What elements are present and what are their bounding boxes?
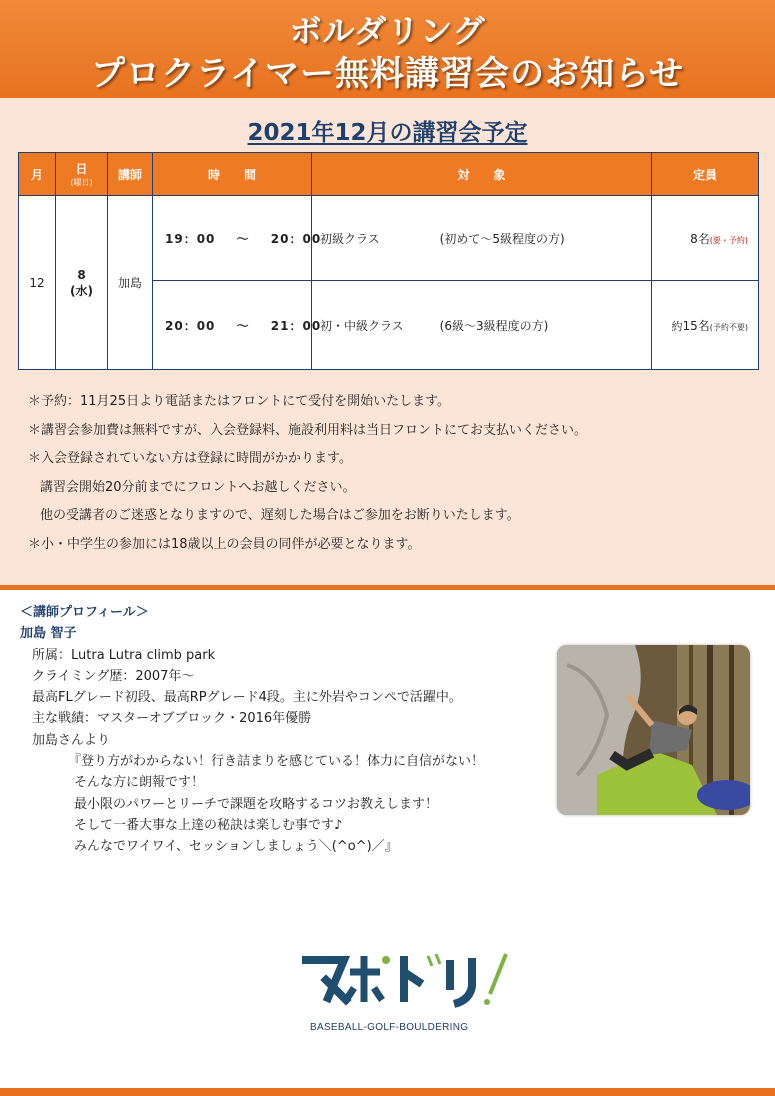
- header-title-line1: ボルダリング: [289, 12, 486, 50]
- cell-capacity: 8名(要・予約): [652, 196, 759, 281]
- logo-tagline: BASEBALL-GOLF-BOULDERING: [310, 1022, 469, 1033]
- sponsor-logo: [300, 950, 512, 1028]
- message-line: 最小限のパワーとリーチで課題を攻略するコツお教えします！: [74, 796, 439, 812]
- table-row: [19, 196, 759, 281]
- instructor-name: 加島 智子: [20, 626, 77, 642]
- note-item: 他の受講者のご迷惑となりますので、遅刻した場合はご参加をお断りいたします。: [40, 508, 520, 524]
- note-item: ＊予約：11月25日より電話またはフロントにて受付を開始いたします。: [28, 394, 451, 409]
- header-capacity: 定員: [652, 153, 759, 196]
- header-day: 日 (曜日): [56, 153, 108, 196]
- header-instructor: 講師: [108, 153, 153, 196]
- climbing-photo-image: [557, 645, 750, 815]
- header-banner: [0, 0, 775, 98]
- section-divider: [0, 585, 775, 590]
- header-time: 時 間: [153, 153, 312, 196]
- header-month: 月: [19, 153, 56, 196]
- header-target: 対 象: [312, 153, 652, 196]
- spodori-logo-icon: [300, 950, 512, 1010]
- schedule-table: [18, 152, 759, 370]
- footer-bar: [0, 1088, 775, 1096]
- message-line: みんなでワイワイ、セッションしましょう＼(^o^)／』: [74, 839, 398, 855]
- notes-list: [28, 388, 587, 560]
- note-item: 講習会開始20分前までにフロントへお越しください。: [40, 479, 356, 495]
- instructor-photo: [557, 645, 750, 815]
- reservation-required-note: (要・予約): [709, 235, 748, 245]
- profile-affiliation: 所属：Lutra Lutra climb park: [32, 647, 216, 663]
- note-item: ＊講習会参加費は無料ですが、入会登録料、施設利用料は当日フロントにてお支払いください。: [28, 422, 588, 438]
- header-title-line2: プロクライマー無料講習会のお知らせ: [91, 54, 684, 94]
- instructor-profile: [20, 602, 484, 858]
- cell-time: 19：00 ～ 20：00: [153, 196, 312, 281]
- profile-heading: ＜講師プロフィール＞: [20, 605, 149, 620]
- cell-target: 初級クラス (初めて～5級程度の方): [312, 196, 652, 281]
- profile-from: 加島さんより: [32, 732, 111, 748]
- table-header-row: [19, 153, 759, 196]
- schedule-title: 2021年12月の講習会予定: [247, 120, 528, 146]
- note-item: ＊入会登録されていない方は登録に時間がかかります。: [28, 451, 352, 467]
- message-line: 『登り方がわからない！行き詰まりを感じている！体力に自信がない！: [68, 754, 485, 770]
- message-line: そして一番大事な上達の秘訣は楽しむ事です♪: [74, 817, 343, 833]
- profile-record: 主な戦績：マスターオブブロック・2016年優勝: [32, 711, 312, 727]
- message-line: そんな方に朗報です！: [74, 775, 205, 791]
- cell-capacity: 約15名(予約不要): [652, 281, 759, 370]
- cell-time: 20：00 ～ 21：00: [153, 281, 312, 370]
- cell-target: 初・中級クラス (6級～3級程度の方): [312, 281, 652, 370]
- profile-grades: 最高FLグレード初段、最高RPグレード4段。主に外岩やコンペで活躍中。: [32, 690, 462, 706]
- profile-history: クライミング歴：2007年～: [32, 668, 195, 684]
- note-item: ＊小・中学生の参加には18歳以上の会員の同伴が必要となります。: [28, 536, 421, 552]
- cell-day: 8 (水): [56, 196, 108, 370]
- cell-instructor: 加島: [108, 196, 153, 370]
- cell-month: 12: [19, 196, 56, 370]
